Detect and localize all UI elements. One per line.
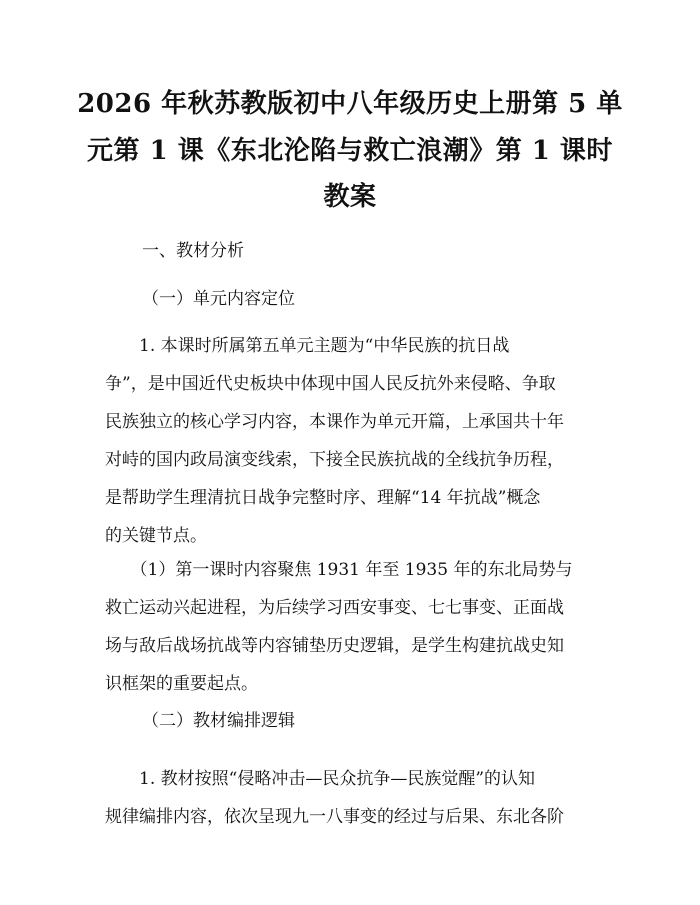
subsection-heading-unit-positioning: （一）单元内容定位 bbox=[142, 289, 295, 309]
subsection-heading-textbook-arrangement: （二）教材编排逻辑 bbox=[142, 711, 295, 731]
paragraph-line: 场与敌后战场抗战等内容铺垫历史逻辑，是学生构建抗战史知 bbox=[105, 636, 564, 656]
paragraph-line: 救亡运动兴起进程，为后续学习西安事变、七七事变、正面战 bbox=[105, 598, 564, 618]
paragraph-line: 对峙的国内政局演变线索，下接全民族抗战的全线抗争历程， bbox=[105, 450, 564, 470]
paragraph-unit-theme bbox=[105, 327, 600, 555]
paragraph-line: 是帮助学生理清抗日战争完整时序、理解“14 年抗战”概念 bbox=[105, 488, 541, 508]
paragraph-line: 民族独立的核心学习内容，本课作为单元开篇，上承国共十年 bbox=[105, 412, 564, 432]
document-title-line-3: 教案 bbox=[323, 182, 377, 212]
paragraph-line: 识框架的重要起点。 bbox=[105, 674, 258, 694]
paragraph-line: （1）第一课时内容聚焦 1931 年至 1935 年的东北局势与 bbox=[105, 560, 573, 580]
paragraph-lesson-focus bbox=[105, 551, 600, 703]
document-title-line-1: 2026 年秋苏教版初中八年级历史上册第 5 单 bbox=[77, 89, 623, 119]
paragraph-line: 1. 教材按照“侵略冲击—民众抗争—民族觉醒”的认知 bbox=[105, 769, 536, 789]
paragraph-line: 1. 本课时所属第五单元主题为“中华民族的抗日战 bbox=[105, 336, 510, 356]
section-heading-textbook-analysis: 一、教材分析 bbox=[142, 241, 244, 261]
paragraph-line: 争”，是中国近代史板块中体现中国人民反抗外来侵略、争取 bbox=[105, 374, 556, 394]
paragraph-arrangement-logic bbox=[105, 760, 600, 836]
paragraph-line: 的关键节点。 bbox=[105, 526, 207, 546]
document-title-line-2: 元第 1 课《东北沦陷与救亡浪潮》第 1 课时 bbox=[87, 136, 613, 166]
paragraph-line: 规律编排内容，依次呈现九一八事变的经过与后果、东北各阶 bbox=[105, 807, 564, 827]
